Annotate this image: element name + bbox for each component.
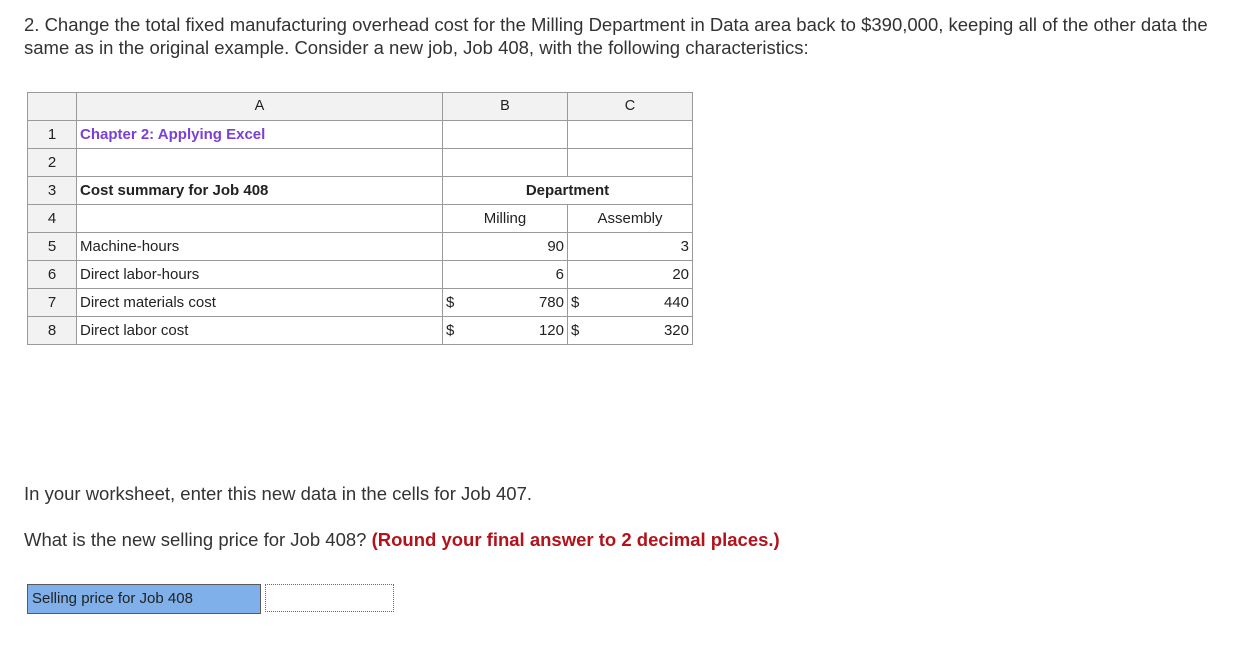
row-8 (28, 317, 693, 345)
column-header-b: B (443, 93, 568, 121)
selling-price-label: Selling price for Job 408 (27, 584, 261, 614)
cost-summary-label: Cost summary for Job 408 (77, 177, 443, 205)
empty-cell (568, 121, 693, 149)
milling-value: 780 (538, 294, 564, 311)
sheet-title: Chapter 2: Applying Excel (77, 121, 443, 149)
row-number: 1 (28, 121, 77, 149)
empty-cell (443, 121, 568, 149)
empty-cell (443, 149, 568, 177)
assembly-value: 440 (663, 294, 689, 311)
milling-value: 120 (538, 322, 564, 339)
assembly-value: 20 (568, 261, 693, 289)
empty-cell (77, 205, 443, 233)
instruction-text: In your worksheet, enter this new data in the cells for Job 407. (24, 483, 533, 504)
assembly-value: 320 (663, 322, 689, 339)
column-header-c: C (568, 93, 693, 121)
question-prompt-text: What is the new selling price for Job 408? (24, 529, 367, 550)
row-1 (28, 121, 693, 149)
empty-cell (568, 149, 693, 177)
question-text: 2. Change the total fixed manufacturing overhead cost for the Milling Department in Data area back to $390,000, keeping all of the other data the same as in the original example. Consider a new job, Job 408, with the following characteristics: (24, 14, 1208, 58)
row-3 (28, 177, 693, 205)
row-5 (28, 233, 693, 261)
currency-symbol: $ (446, 322, 455, 339)
milling-value: 6 (443, 261, 568, 289)
row-7 (28, 289, 693, 317)
header-row (28, 93, 693, 121)
row-label: Direct materials cost (77, 289, 443, 317)
column-header-a: A (77, 93, 443, 121)
row-label: Direct labor cost (77, 317, 443, 345)
milling-money-cell (443, 289, 568, 317)
row-number: 8 (28, 317, 77, 345)
row-4 (28, 205, 693, 233)
milling-value: 90 (443, 233, 568, 261)
corner-cell (28, 93, 77, 121)
assembly-money-cell (568, 289, 693, 317)
row-6 (28, 261, 693, 289)
currency-symbol: $ (571, 294, 580, 311)
row-number: 6 (28, 261, 77, 289)
question-prompt (24, 529, 780, 551)
row-number: 5 (28, 233, 77, 261)
row-number: 2 (28, 149, 77, 177)
row-2 (28, 149, 693, 177)
row-number: 3 (28, 177, 77, 205)
rounding-instruction: (Round your final answer to 2 decimal places.) (371, 529, 780, 550)
row-number: 4 (28, 205, 77, 233)
row-label: Direct labor-hours (77, 261, 443, 289)
selling-price-input[interactable] (265, 584, 394, 612)
row-number: 7 (28, 289, 77, 317)
assembly-header: Assembly (568, 205, 693, 233)
department-header: Department (443, 177, 693, 205)
milling-money-cell (443, 317, 568, 345)
assembly-value: 3 (568, 233, 693, 261)
spreadsheet-table (27, 92, 693, 345)
currency-symbol: $ (571, 322, 580, 339)
milling-header: Milling (443, 205, 568, 233)
currency-symbol: $ (446, 294, 455, 311)
row-label: Machine-hours (77, 233, 443, 261)
empty-cell (77, 149, 443, 177)
assembly-money-cell (568, 317, 693, 345)
